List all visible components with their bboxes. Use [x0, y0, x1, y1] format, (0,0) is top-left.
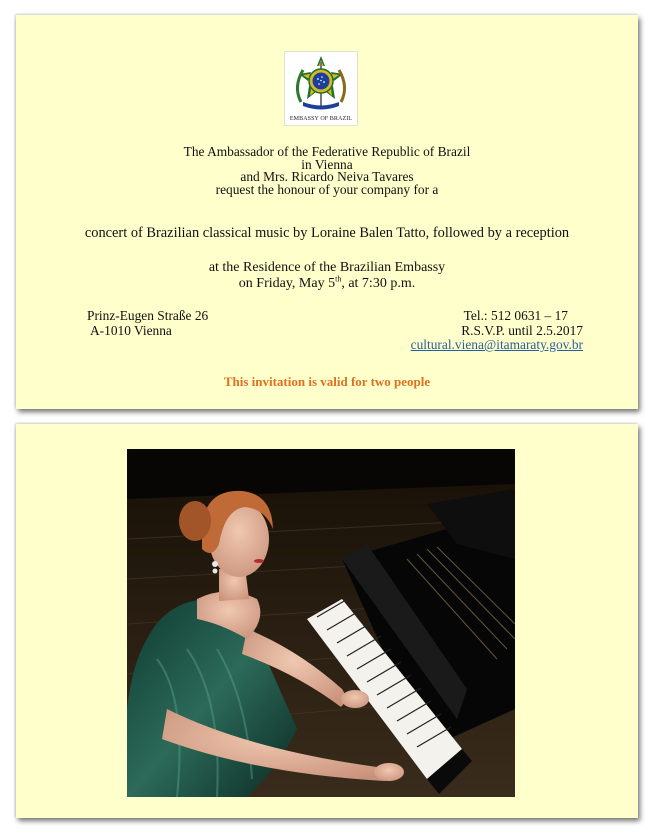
telephone: Tel.: 512 0631 – 17	[463, 308, 568, 323]
email-link[interactable]: cultural.viena@itamaraty.gov.br	[410, 337, 583, 352]
invitation-intro	[16, 146, 638, 196]
invitation-card	[16, 15, 638, 409]
venue-line: at the Residence of the Brazilian Embassy	[208, 260, 446, 275]
date-line	[16, 273, 638, 292]
intro-line: and Mrs. Ricardo Neiva Tavares	[240, 169, 414, 185]
intro-line: The Ambassador of the Federative Republic of Brazil	[183, 144, 471, 159]
venue-block	[16, 260, 638, 291]
date-suffix: th	[335, 273, 342, 283]
pianist-illustration	[127, 449, 515, 797]
embassy-emblem	[284, 51, 358, 126]
address-street: Prinz-Eugen Straße 26	[87, 308, 209, 323]
emblem-caption: EMBASSY OF BRAZIL	[289, 116, 353, 122]
address-city: A-1010 Vienna	[90, 322, 172, 338]
rsvp-deadline: R.S.V.P. until 2.5.2017	[461, 322, 583, 338]
pianist-at-grand-piano-photo	[127, 449, 515, 797]
photo-card	[16, 424, 638, 818]
date-rest: , at 7:30 p.m.	[341, 275, 416, 291]
date-prefix: on Friday, May 5	[238, 275, 336, 291]
validity-note: This invitation is valid for two people	[223, 374, 431, 389]
concert-line: concert of Brazilian classical music by Loraine Balen Tatto, followed by a reception	[84, 225, 570, 241]
contact-block	[411, 309, 583, 353]
intro-line: request the honour of your company for a	[215, 181, 439, 197]
intro-line: in Vienna	[301, 156, 353, 172]
brazil-coat-of-arms-icon	[285, 52, 357, 114]
address-block	[87, 309, 208, 338]
